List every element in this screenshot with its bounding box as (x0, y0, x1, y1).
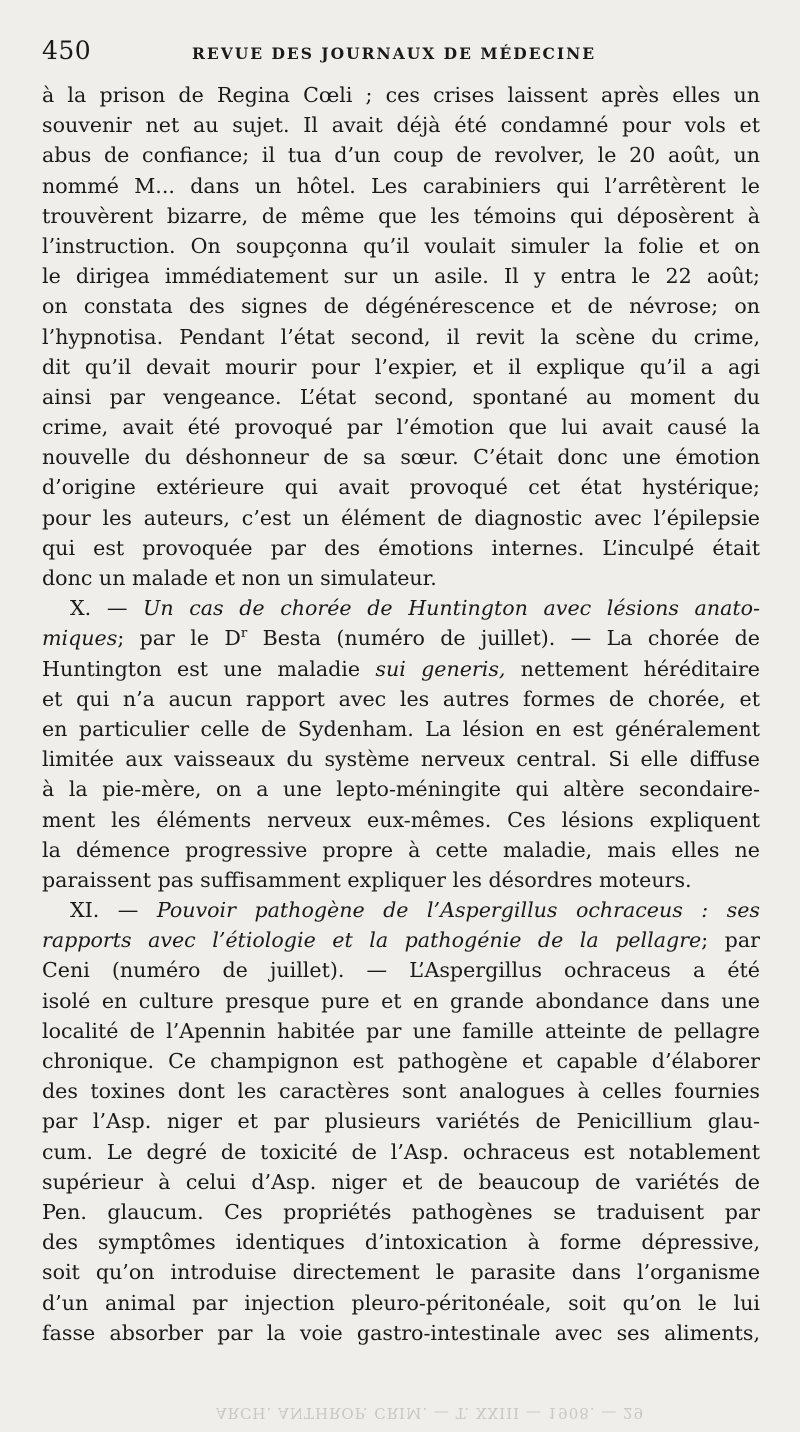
text-line: limitée aux vaisseaux du système nerveux central. Si elle diffuse (42, 747, 760, 772)
text-line: la démence progressive propre à cette maladie, mais elles ne (42, 837, 760, 862)
text-line: Ceni (numéro de juillet). — L’Aspergillus ochraceus a été (42, 958, 760, 983)
text-line: qui est provoquée par des émotions internes. L’inculpé était (42, 535, 760, 560)
section-title: miques (42, 626, 118, 651)
text-span: ; par le D (117, 626, 241, 651)
text-line: localité de l’Apennin habitée par une famille atteinte de pellagre (42, 1018, 760, 1043)
section-title: Un cas de chorée de Huntington avec lésions anato- (143, 596, 760, 621)
section-xi-aspergillus (42, 895, 760, 1348)
text-line: soit qu’on introduise directement le parasite dans l’organisme (42, 1260, 760, 1285)
text-line (42, 623, 760, 653)
show-through-footer: ARCH. ANTHROP. CRIM. — T. XXIII — 1908. — 29 (215, 1404, 645, 1422)
text-line: souvenir net au sujet. Il avait déjà été condamné pour vols et (42, 113, 760, 138)
italic-term: sui generis, (375, 656, 506, 681)
page-number: 450 (42, 36, 92, 65)
text-line: dit qu’il devait mourir pour l’expier, et il explique qu’il a agi (42, 354, 760, 379)
text-line (42, 895, 760, 925)
text-line (42, 593, 760, 623)
text-span: Huntington est une maladie (42, 656, 376, 681)
text-line: donc un malade et non un simulateur. (42, 566, 437, 590)
text-line: à la pie-mère, on a une lepto-méningite qui altère secondaire- (42, 777, 760, 802)
section-x-huntington (42, 593, 760, 895)
text-line: on constata des signes de dégénérescence et de névrose; on (42, 294, 760, 319)
body-text (42, 80, 760, 1348)
text-line: l’hypnotisa. Pendant l’état second, il revit la scène du crime, (42, 324, 760, 349)
text-line: ainsi par vengeance. L’état second, spontané au moment du (42, 384, 760, 409)
text-span: nettement héréditaire (505, 656, 760, 681)
text-line: des symptômes identiques d’intoxication à forme dépressive, (42, 1230, 760, 1255)
section-numeral: X. — (70, 596, 144, 621)
text-line: d’un animal par injection pleuro-péritonéale, soit qu’on le lui (42, 1290, 760, 1315)
text-line: en particulier celle de Sydenham. La lésion en est généralement (42, 716, 760, 741)
text-line: Pen. glaucum. Ces propriétés pathogènes se traduisent par (42, 1199, 760, 1224)
text-line: cum. Le degré de toxicité de l’Asp. ochraceus est notablement (42, 1139, 760, 1164)
section-title: Pouvoir pathogène de l’Aspergillus ochraceus : ses (156, 898, 760, 923)
text-line: chronique. Ce champignon est pathogène et capable d’élaborer (42, 1049, 760, 1073)
text-line: nommé M... dans un hôtel. Les carabiniers qui l’arrêtèrent le (42, 173, 760, 198)
text-span: Besta (numéro de juillet). — La chorée de (247, 626, 760, 651)
text-line: trouvèrent bizarre, de même que les témoins qui déposèrent à (42, 203, 760, 228)
text-span: ; par (701, 928, 760, 953)
text-line: crime, avait été provoqué par l’émotion que lui avait causé la (42, 415, 760, 440)
text-line: des toxines dont les caractères sont analogues à celles fournies (42, 1079, 760, 1104)
text-line: fasse absorber par la voie gastro-intestinale avec ses aliments, (42, 1320, 760, 1345)
text-line: paraissent pas suffisamment expliquer les désordres moteurs. (42, 867, 692, 892)
text-line (42, 654, 760, 684)
text-line: supérieur à celui d’Asp. niger et de beaucoup de variétés de (42, 1169, 760, 1194)
superscript: r (240, 626, 248, 642)
text-line: l’instruction. On soupçonna qu’il voulait simuler la folie et on (42, 233, 760, 258)
page-header (42, 36, 762, 70)
text-line: ment les éléments nerveux eux-mêmes. Ces lésions expliquent (42, 807, 760, 832)
text-line: isolé en culture presque pure et en grande abondance dans une (42, 988, 760, 1013)
text-line: d’origine extérieure qui avait provoqué cet état hystérique; (42, 475, 760, 500)
text-line: abus de confiance; il tua d’un coup de revolver, le 20 août, un (42, 143, 760, 168)
section-xi-body (42, 955, 760, 1347)
section-x-body (42, 684, 760, 895)
text-line: à la prison de Regina Cœli ; ces crises laissent après elles un (42, 83, 760, 107)
text-line: par l’Asp. niger et par plusieurs variétés de Penicillium glau- (42, 1109, 760, 1134)
text-line: pour les auteurs, c’est un élément de diagnostic avec l’épilepsie (42, 505, 760, 530)
text-line: le dirigea immédiatement sur un asile. Il y entra le 22 août; (42, 264, 760, 289)
running-head: REVUE DES JOURNAUX DE MÉDECINE (192, 44, 597, 63)
section-numeral: XI. — (70, 898, 157, 923)
text-line: et qui n’a aucun rapport avec les autres formes de chorée, et (42, 686, 760, 711)
text-line (42, 925, 760, 955)
paragraph-prison-case (42, 80, 760, 593)
section-title: rapports avec l’étiologie et la pathogénie de la pellagre (42, 928, 702, 953)
text-line: nouvelle du déshonneur de sa sœur. C’était donc une émotion (42, 445, 760, 470)
